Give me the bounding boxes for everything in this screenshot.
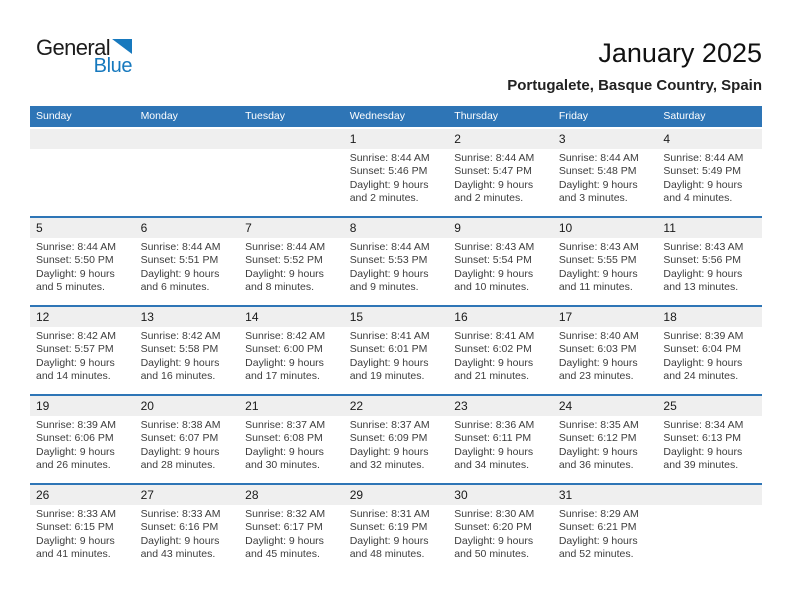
daylight-text-line2: and 30 minutes. <box>245 459 320 472</box>
daylight-text-line2: and 36 minutes. <box>558 459 634 472</box>
day-cell-12 <box>30 327 135 394</box>
sunset-text: Sunset: 5:54 PM <box>454 254 532 267</box>
sunset-text: Sunset: 6:20 PM <box>454 521 532 534</box>
sunset-text: Sunset: 5:47 PM <box>454 165 532 178</box>
weekday-header-row <box>30 106 762 127</box>
sunrise-text: Sunrise: 8:43 AM <box>558 241 639 253</box>
day-number-10: 10 <box>558 221 573 235</box>
daylight-text-line1: Daylight: 9 hours <box>349 356 429 369</box>
day-cell-5 <box>30 238 135 305</box>
sunrise-text: Sunrise: 8:37 AM <box>349 419 430 431</box>
sunset-text: Sunset: 6:12 PM <box>558 432 637 445</box>
day-cell-2 <box>448 149 553 216</box>
day-number-25: 25 <box>663 399 677 413</box>
daylight-text-line2: and 2 minutes. <box>454 192 524 205</box>
sunrise-text: Sunrise: 8:39 AM <box>663 330 744 342</box>
daylight-text-line1: Daylight: 9 hours <box>349 445 429 458</box>
daylight-text-line1: Daylight: 9 hours <box>245 356 324 369</box>
daylight-text-line1: Daylight: 9 hours <box>454 267 534 280</box>
daylight-text-line1: Daylight: 9 hours <box>140 356 220 369</box>
sunset-text: Sunset: 6:01 PM <box>349 343 428 356</box>
sunset-text: Sunset: 6:11 PM <box>454 432 532 445</box>
sunrise-text: Sunrise: 8:44 AM <box>349 152 430 164</box>
day-cell-31 <box>553 505 658 572</box>
day-number-22: 22 <box>349 399 364 413</box>
weekday-header-sunday: Sunday <box>36 110 72 122</box>
logo-triangle-icon <box>112 39 132 54</box>
day-cell-1 <box>344 149 449 216</box>
logo-text-blue: Blue <box>93 55 133 77</box>
empty-date <box>135 129 240 149</box>
daylight-text-line1: Daylight: 9 hours <box>36 267 115 280</box>
daylight-text-line2: and 23 minutes. <box>558 370 634 383</box>
day-number-6: 6 <box>140 221 148 235</box>
day-number-3: 3 <box>558 132 566 146</box>
sunrise-text: Sunrise: 8:44 AM <box>349 241 430 253</box>
daylight-text-line2: and 19 minutes. <box>349 370 425 383</box>
sunset-text: Sunset: 6:15 PM <box>36 521 114 534</box>
sunrise-text: Sunrise: 8:41 AM <box>454 330 535 342</box>
daylight-text-line2: and 34 minutes. <box>454 459 529 472</box>
day-number-31: 31 <box>558 488 573 502</box>
location-subtitle: Portugalete, Basque Country, Spain <box>507 77 762 94</box>
sunset-text: Sunset: 6:04 PM <box>663 343 742 356</box>
daylight-text-line2: and 45 minutes. <box>245 548 320 561</box>
day-cell-26 <box>30 505 135 572</box>
daylight-text-line2: and 50 minutes. <box>454 548 529 561</box>
daylight-text-line1: Daylight: 9 hours <box>663 178 743 191</box>
daylight-text-line1: Daylight: 9 hours <box>245 534 324 547</box>
daylight-text-line1: Daylight: 9 hours <box>349 178 429 191</box>
empty-date <box>30 129 135 149</box>
sunrise-text: Sunrise: 8:33 AM <box>140 508 221 520</box>
sunrise-text: Sunrise: 8:44 AM <box>140 241 221 253</box>
sunset-text: Sunset: 5:49 PM <box>663 165 742 178</box>
sunset-text: Sunset: 6:17 PM <box>245 521 323 534</box>
day-cell-21 <box>239 416 344 483</box>
day-number-21: 21 <box>245 399 259 413</box>
daylight-text-line2: and 26 minutes. <box>36 459 111 472</box>
sunrise-text: Sunrise: 8:44 AM <box>36 241 116 253</box>
daylight-text-line2: and 5 minutes. <box>36 281 105 294</box>
daylight-text-line1: Daylight: 9 hours <box>140 445 220 458</box>
empty-date <box>239 129 344 149</box>
daylight-text-line1: Daylight: 9 hours <box>663 267 743 280</box>
weekday-header-tuesday: Tuesday <box>245 110 286 122</box>
sunset-text: Sunset: 5:57 PM <box>36 343 114 356</box>
week-cells <box>30 238 762 305</box>
day-number-14: 14 <box>245 310 259 324</box>
sunrise-text: Sunrise: 8:42 AM <box>245 330 326 342</box>
daylight-text-line1: Daylight: 9 hours <box>245 445 324 458</box>
daylight-text-line1: Daylight: 9 hours <box>454 178 534 191</box>
day-cell-10 <box>553 238 658 305</box>
sunrise-text: Sunrise: 8:37 AM <box>245 419 326 431</box>
sunset-text: Sunset: 6:16 PM <box>140 521 219 534</box>
date-strip <box>30 396 762 416</box>
weekday-header-thursday: Thursday <box>454 110 499 122</box>
daylight-text-line2: and 28 minutes. <box>140 459 216 472</box>
daylight-text-line2: and 48 minutes. <box>349 548 425 561</box>
daylight-text-line1: Daylight: 9 hours <box>140 267 220 280</box>
general-blue-logo <box>36 37 132 76</box>
day-number-20: 20 <box>140 399 154 413</box>
sunrise-text: Sunrise: 8:35 AM <box>558 419 639 431</box>
daylight-text-line1: Daylight: 9 hours <box>454 356 534 369</box>
day-cell-11 <box>657 238 762 305</box>
day-number-5: 5 <box>36 221 43 235</box>
day-cell-30 <box>448 505 553 572</box>
day-cell-24 <box>553 416 658 483</box>
daylight-text-line2: and 17 minutes. <box>245 370 320 383</box>
date-strip <box>30 307 762 327</box>
day-cell-8 <box>344 238 449 305</box>
calendar-weeks <box>30 127 762 572</box>
day-cell-18 <box>657 327 762 394</box>
sunset-text: Sunset: 6:09 PM <box>349 432 428 445</box>
sunrise-text: Sunrise: 8:33 AM <box>36 508 116 520</box>
day-number-27: 27 <box>140 488 154 502</box>
day-cell-14 <box>239 327 344 394</box>
sunset-text: Sunset: 5:50 PM <box>36 254 114 267</box>
sunrise-text: Sunrise: 8:43 AM <box>663 241 744 253</box>
day-number-24: 24 <box>558 399 573 413</box>
daylight-text-line1: Daylight: 9 hours <box>36 445 115 458</box>
week-row-1 <box>30 127 762 216</box>
sunrise-text: Sunrise: 8:29 AM <box>558 508 639 520</box>
daylight-text-line1: Daylight: 9 hours <box>245 267 324 280</box>
calendar-table <box>30 106 762 572</box>
sunset-text: Sunset: 5:53 PM <box>349 254 428 267</box>
sunset-text: Sunset: 5:58 PM <box>140 343 219 356</box>
sunset-text: Sunset: 6:07 PM <box>140 432 219 445</box>
daylight-text-line2: and 41 minutes. <box>36 548 111 561</box>
day-number-29: 29 <box>349 488 364 502</box>
sunset-text: Sunset: 6:06 PM <box>36 432 114 445</box>
sunrise-text: Sunrise: 8:44 AM <box>558 152 639 164</box>
week-cells <box>30 505 762 572</box>
sunrise-text: Sunrise: 8:39 AM <box>36 419 116 431</box>
sunrise-text: Sunrise: 8:44 AM <box>454 152 535 164</box>
sunrise-text: Sunrise: 8:41 AM <box>349 330 430 342</box>
day-cell-9 <box>448 238 553 305</box>
daylight-text-line1: Daylight: 9 hours <box>558 534 638 547</box>
day-number-18: 18 <box>663 310 677 324</box>
week-row-2 <box>30 216 762 305</box>
empty-cell <box>135 149 240 216</box>
sunrise-text: Sunrise: 8:38 AM <box>140 419 221 431</box>
week-row-3 <box>30 305 762 394</box>
daylight-text-line2: and 2 minutes. <box>349 192 419 205</box>
sunrise-text: Sunrise: 8:32 AM <box>245 508 326 520</box>
sunset-text: Sunset: 5:52 PM <box>245 254 323 267</box>
day-cell-27 <box>135 505 240 572</box>
month-title: January 2025 <box>598 38 762 68</box>
day-cell-28 <box>239 505 344 572</box>
day-number-30: 30 <box>454 488 468 502</box>
sunset-text: Sunset: 6:21 PM <box>558 521 637 534</box>
sunset-text: Sunset: 5:48 PM <box>558 165 637 178</box>
empty-cell <box>657 505 762 572</box>
day-number-12: 12 <box>36 310 50 324</box>
day-number-15: 15 <box>349 310 364 324</box>
daylight-text-line1: Daylight: 9 hours <box>454 534 534 547</box>
daylight-text-line2: and 32 minutes. <box>349 459 425 472</box>
sunrise-text: Sunrise: 8:42 AM <box>36 330 116 342</box>
day-number-9: 9 <box>454 221 461 235</box>
sunrise-text: Sunrise: 8:44 AM <box>245 241 326 253</box>
date-strip <box>30 129 762 149</box>
day-cell-7 <box>239 238 344 305</box>
daylight-text-line2: and 16 minutes. <box>140 370 216 383</box>
day-number-28: 28 <box>245 488 259 502</box>
weekday-header-friday: Friday <box>558 110 589 122</box>
daylight-text-line1: Daylight: 9 hours <box>558 178 638 191</box>
daylight-text-line2: and 39 minutes. <box>663 459 739 472</box>
daylight-text-line2: and 8 minutes. <box>245 281 315 294</box>
sunset-text: Sunset: 6:02 PM <box>454 343 532 356</box>
daylight-text-line2: and 10 minutes. <box>454 281 529 294</box>
empty-cell <box>30 149 135 216</box>
day-cell-15 <box>344 327 449 394</box>
day-number-16: 16 <box>454 310 468 324</box>
day-number-23: 23 <box>454 399 468 413</box>
sunrise-text: Sunrise: 8:43 AM <box>454 241 535 253</box>
daylight-text-line1: Daylight: 9 hours <box>140 534 220 547</box>
day-number-2: 2 <box>454 132 461 146</box>
day-cell-3 <box>553 149 658 216</box>
week-cells <box>30 149 762 216</box>
daylight-text-line2: and 6 minutes. <box>140 281 210 294</box>
sunset-text: Sunset: 5:51 PM <box>140 254 219 267</box>
sunset-text: Sunset: 6:03 PM <box>558 343 637 356</box>
day-cell-25 <box>657 416 762 483</box>
daylight-text-line1: Daylight: 9 hours <box>454 445 534 458</box>
daylight-text-line1: Daylight: 9 hours <box>36 534 115 547</box>
sunset-text: Sunset: 5:56 PM <box>663 254 742 267</box>
day-cell-4 <box>657 149 762 216</box>
day-cell-17 <box>553 327 658 394</box>
sunset-text: Sunset: 6:19 PM <box>349 521 428 534</box>
sunset-text: Sunset: 5:55 PM <box>558 254 637 267</box>
date-strip <box>30 485 762 505</box>
day-number-26: 26 <box>36 488 50 502</box>
day-number-4: 4 <box>663 132 671 146</box>
sunrise-text: Sunrise: 8:36 AM <box>454 419 535 431</box>
sunset-text: Sunset: 5:46 PM <box>349 165 428 178</box>
day-number-7: 7 <box>245 221 252 235</box>
day-number-8: 8 <box>349 221 357 235</box>
empty-cell <box>239 149 344 216</box>
logo-text-general: General <box>36 35 111 60</box>
daylight-text-line1: Daylight: 9 hours <box>558 267 638 280</box>
sunset-text: Sunset: 6:08 PM <box>245 432 323 445</box>
week-row-4 <box>30 394 762 483</box>
daylight-text-line2: and 3 minutes. <box>558 192 628 205</box>
weekday-header-wednesday: Wednesday <box>349 110 405 122</box>
daylight-text-line1: Daylight: 9 hours <box>558 356 638 369</box>
daylight-text-line2: and 13 minutes. <box>663 281 739 294</box>
daylight-text-line2: and 21 minutes. <box>454 370 529 383</box>
daylight-text-line2: and 14 minutes. <box>36 370 111 383</box>
sunrise-text: Sunrise: 8:42 AM <box>140 330 221 342</box>
daylight-text-line1: Daylight: 9 hours <box>349 267 429 280</box>
sunrise-text: Sunrise: 8:30 AM <box>454 508 535 520</box>
empty-date <box>657 485 762 505</box>
sunrise-text: Sunrise: 8:31 AM <box>349 508 430 520</box>
day-cell-13 <box>135 327 240 394</box>
weekday-header-saturday: Saturday <box>663 110 706 122</box>
day-number-17: 17 <box>558 310 573 324</box>
day-number-1: 1 <box>349 132 357 146</box>
sunset-text: Sunset: 6:00 PM <box>245 343 323 356</box>
daylight-text-line1: Daylight: 9 hours <box>36 356 115 369</box>
daylight-text-line2: and 11 minutes. <box>558 281 633 294</box>
day-cell-6 <box>135 238 240 305</box>
day-cell-23 <box>448 416 553 483</box>
day-number-13: 13 <box>140 310 154 324</box>
daylight-text-line1: Daylight: 9 hours <box>558 445 638 458</box>
day-cell-29 <box>344 505 449 572</box>
sunrise-text: Sunrise: 8:34 AM <box>663 419 744 431</box>
date-strip <box>30 218 762 238</box>
day-cell-20 <box>135 416 240 483</box>
day-number-11: 11 <box>663 221 676 235</box>
sunset-text: Sunset: 6:13 PM <box>663 432 742 445</box>
week-cells <box>30 327 762 394</box>
day-cell-16 <box>448 327 553 394</box>
daylight-text-line1: Daylight: 9 hours <box>663 445 743 458</box>
week-row-5 <box>30 483 762 572</box>
daylight-text-line2: and 4 minutes. <box>663 192 733 205</box>
daylight-text-line2: and 52 minutes. <box>558 548 634 561</box>
daylight-text-line2: and 9 minutes. <box>349 281 419 294</box>
sunrise-text: Sunrise: 8:40 AM <box>558 330 639 342</box>
weekday-header-monday: Monday <box>140 110 178 122</box>
day-cell-19 <box>30 416 135 483</box>
day-cell-22 <box>344 416 449 483</box>
week-cells <box>30 416 762 483</box>
daylight-text-line2: and 43 minutes. <box>140 548 216 561</box>
day-number-19: 19 <box>36 399 50 413</box>
sunrise-text: Sunrise: 8:44 AM <box>663 152 744 164</box>
daylight-text-line2: and 24 minutes. <box>663 370 739 383</box>
daylight-text-line1: Daylight: 9 hours <box>349 534 429 547</box>
daylight-text-line1: Daylight: 9 hours <box>663 356 743 369</box>
